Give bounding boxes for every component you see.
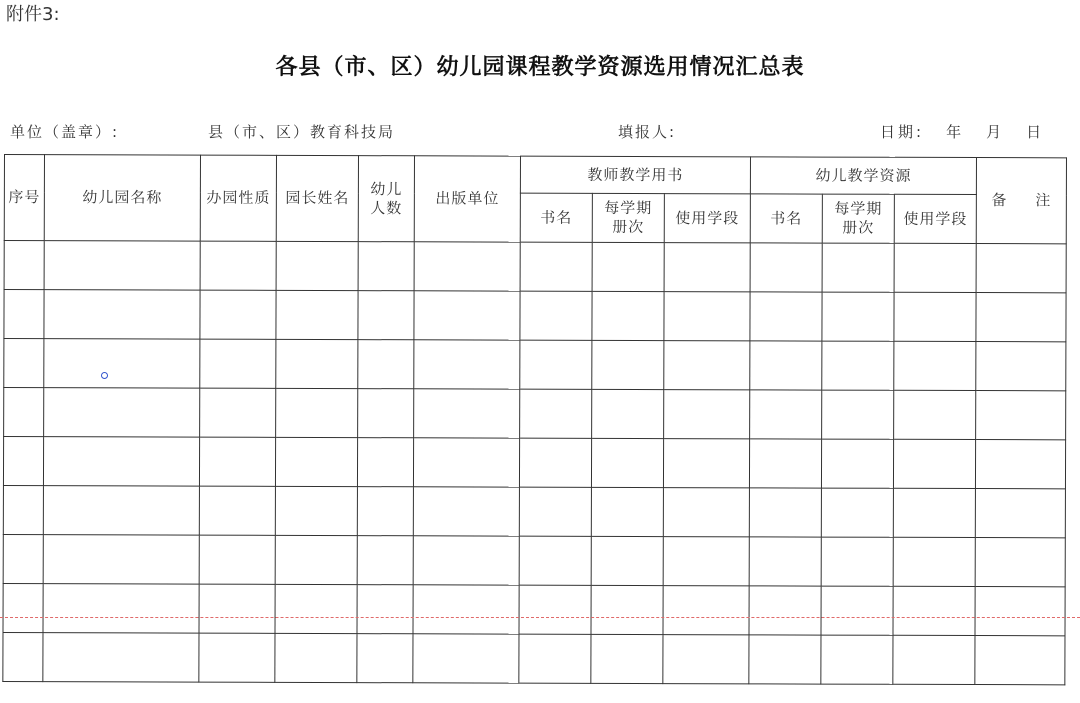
- table-cell: [893, 635, 975, 684]
- table-cell: [750, 292, 822, 341]
- table-cell: [749, 537, 821, 586]
- table-cell: [357, 585, 413, 634]
- table-cell: [275, 584, 357, 633]
- table-cell: [519, 487, 591, 536]
- table-row: [3, 437, 1065, 489]
- table-cell: [894, 341, 976, 390]
- table-row: [3, 632, 1065, 684]
- page-break-line: [0, 617, 1080, 618]
- table-cell: [822, 341, 894, 390]
- table-cell: [519, 634, 591, 683]
- header-publisher: 出版单位: [414, 156, 520, 242]
- table-cell: [413, 634, 519, 683]
- table-cell: [663, 488, 749, 537]
- table-cell: [975, 636, 1065, 685]
- header-teacher-volumes: [592, 193, 664, 242]
- table-cell: [358, 291, 414, 340]
- month-label: 月: [986, 123, 1005, 141]
- header-serial: 序号: [4, 155, 44, 241]
- table-cell: [275, 535, 357, 584]
- year-label: 年: [946, 123, 965, 141]
- header-teacher-book-name: 书名: [520, 193, 592, 242]
- table-cell: [413, 438, 519, 487]
- table-cell: [592, 291, 664, 340]
- header-remark: [976, 158, 1066, 244]
- table-cell: [357, 634, 413, 683]
- header-child-volumes-line1: 每学期: [834, 199, 883, 219]
- header-child-volumes: [822, 194, 894, 243]
- table-cell: [663, 537, 749, 586]
- table-cell: [44, 241, 200, 290]
- table-row: [4, 388, 1066, 440]
- table-cell: [200, 339, 276, 388]
- table-cell: [749, 635, 821, 684]
- table-cell: [591, 634, 663, 683]
- table-cell: [750, 243, 822, 292]
- table-cell: [519, 585, 591, 634]
- table-cell: [199, 486, 275, 535]
- table-row: [4, 290, 1066, 342]
- table-cell: [414, 389, 520, 438]
- table-cell: [821, 537, 893, 586]
- header-nature: 办园性质: [200, 155, 276, 241]
- table-cell: [894, 292, 976, 341]
- date-label: 日期:: [880, 123, 925, 141]
- table-row: [3, 485, 1065, 537]
- table-cell: [43, 535, 199, 584]
- table-cell: [357, 536, 413, 585]
- unit-label: 单位（盖章）:: [10, 123, 120, 141]
- table-cell: [43, 633, 199, 682]
- table-cell: [750, 341, 822, 390]
- table-cell: [749, 488, 821, 537]
- table-cell: [592, 340, 664, 389]
- table-cell: [975, 489, 1065, 538]
- table-cell: [4, 290, 44, 339]
- table-cell: [893, 439, 975, 488]
- table-cell: [4, 241, 44, 290]
- table-cell: [3, 437, 43, 486]
- table-cell: [592, 242, 664, 291]
- table-cell: [591, 585, 663, 634]
- table-cell: [591, 487, 663, 536]
- table-cell: [276, 290, 358, 339]
- table-cell: [591, 438, 663, 487]
- table-cell: [821, 488, 893, 537]
- table-cell: [414, 242, 520, 291]
- table-cell: [357, 438, 413, 487]
- table-cell: [44, 339, 200, 388]
- attachment-label: 附件3:: [6, 4, 60, 25]
- table-cell: [821, 586, 893, 635]
- table-cell: [520, 340, 592, 389]
- table-cell: [275, 437, 357, 486]
- table-cell: [200, 241, 276, 290]
- table-cell: [413, 487, 519, 536]
- table-row: [4, 339, 1066, 391]
- table-cell: [663, 635, 749, 684]
- table-cell: [3, 632, 43, 681]
- header-children-line2: 人数: [370, 198, 403, 217]
- table-cell: [519, 536, 591, 585]
- header-group-teacher: 教师教学用书: [520, 156, 750, 194]
- header-child-volumes-line2: 册次: [842, 218, 875, 237]
- table-cell: [520, 389, 592, 438]
- table-cell: [822, 390, 894, 439]
- header-row-1: [4, 155, 1066, 195]
- table-cell: [358, 242, 414, 291]
- table-cell: [44, 388, 200, 437]
- table-cell: [3, 583, 43, 632]
- table-cell: [275, 633, 357, 682]
- table-cell: [4, 388, 44, 437]
- table-cell: [519, 438, 591, 487]
- table-cell: [276, 339, 358, 388]
- table-cell: [749, 439, 821, 488]
- table-cell: [976, 293, 1066, 342]
- table-cell: [664, 292, 750, 341]
- table-row: [4, 241, 1066, 293]
- table-cell: [199, 437, 275, 486]
- stray-mark: [101, 372, 108, 379]
- table-cell: [3, 485, 43, 534]
- table-cell: [199, 535, 275, 584]
- table-cell: [199, 584, 275, 633]
- table-cell: [893, 537, 975, 586]
- table-cell: [43, 486, 199, 535]
- date-field: [880, 121, 1044, 142]
- header-child-book-name: 书名: [750, 194, 822, 243]
- table-row: [3, 583, 1065, 635]
- table-cell: [200, 388, 276, 437]
- table-body: [3, 241, 1066, 685]
- table-cell: [275, 486, 357, 535]
- table-cell: [520, 242, 592, 291]
- table-cell: [357, 487, 413, 536]
- filler-label: 填报人:: [618, 123, 677, 141]
- table-cell: [663, 586, 749, 635]
- header-teacher-volumes-line2: 册次: [612, 217, 645, 237]
- header-children-line1: 幼儿: [370, 179, 403, 199]
- table-cell: [822, 243, 894, 292]
- table-cell: [276, 241, 358, 290]
- page-title: 各县（市、区）幼儿园课程教学资源选用情况汇总表: [275, 54, 805, 80]
- table-cell: [413, 536, 519, 585]
- table-cell: [976, 391, 1066, 440]
- header-remark-part1: 备: [991, 191, 1008, 210]
- table-cell: [199, 633, 275, 682]
- table-cell: [976, 342, 1066, 391]
- header-child-stage: 使用学段: [894, 194, 976, 243]
- table-cell: [200, 290, 276, 339]
- table-cell: [893, 586, 975, 635]
- table-cell: [664, 390, 750, 439]
- table-cell: [975, 538, 1065, 587]
- table-cell: [413, 585, 519, 634]
- table-cell: [414, 291, 520, 340]
- table-cell: [414, 340, 520, 389]
- table-cell: [663, 439, 749, 488]
- table-cell: [664, 243, 750, 292]
- header-principal: 园长姓名: [276, 155, 358, 241]
- table-cell: [520, 291, 592, 340]
- table-cell: [821, 439, 893, 488]
- table-cell: [822, 292, 894, 341]
- table-cell: [276, 388, 358, 437]
- header-children-count: [358, 156, 414, 242]
- table-cell: [750, 390, 822, 439]
- unit-value: 县（市、区）教育科技局: [208, 123, 396, 141]
- table-cell: [894, 243, 976, 292]
- table-cell: [976, 244, 1066, 293]
- table-cell: [893, 488, 975, 537]
- table-cell: [894, 390, 976, 439]
- table-cell: [975, 587, 1065, 636]
- table-cell: [749, 586, 821, 635]
- header-kindergarten-name: 幼儿园名称: [44, 155, 200, 241]
- table-cell: [976, 440, 1066, 489]
- table-cell: [358, 340, 414, 389]
- table-cell: [592, 389, 664, 438]
- day-label: 日: [1026, 123, 1045, 141]
- table-cell: [591, 536, 663, 585]
- header-group-child: 幼儿教学资源: [750, 157, 976, 195]
- header-teacher-volumes-line1: 每学期: [604, 199, 653, 218]
- table-cell: [821, 635, 893, 684]
- header-remark-part2: 注: [1035, 191, 1052, 210]
- table-cell: [44, 290, 200, 339]
- table-cell: [664, 341, 750, 390]
- table-row: [3, 534, 1065, 586]
- header-teacher-stage: 使用学段: [664, 194, 750, 243]
- summary-table: [2, 154, 1067, 685]
- table-cell: [4, 339, 44, 388]
- table-cell: [43, 437, 199, 486]
- table-cell: [43, 584, 199, 633]
- table-cell: [358, 389, 414, 438]
- table-cell: [3, 534, 43, 583]
